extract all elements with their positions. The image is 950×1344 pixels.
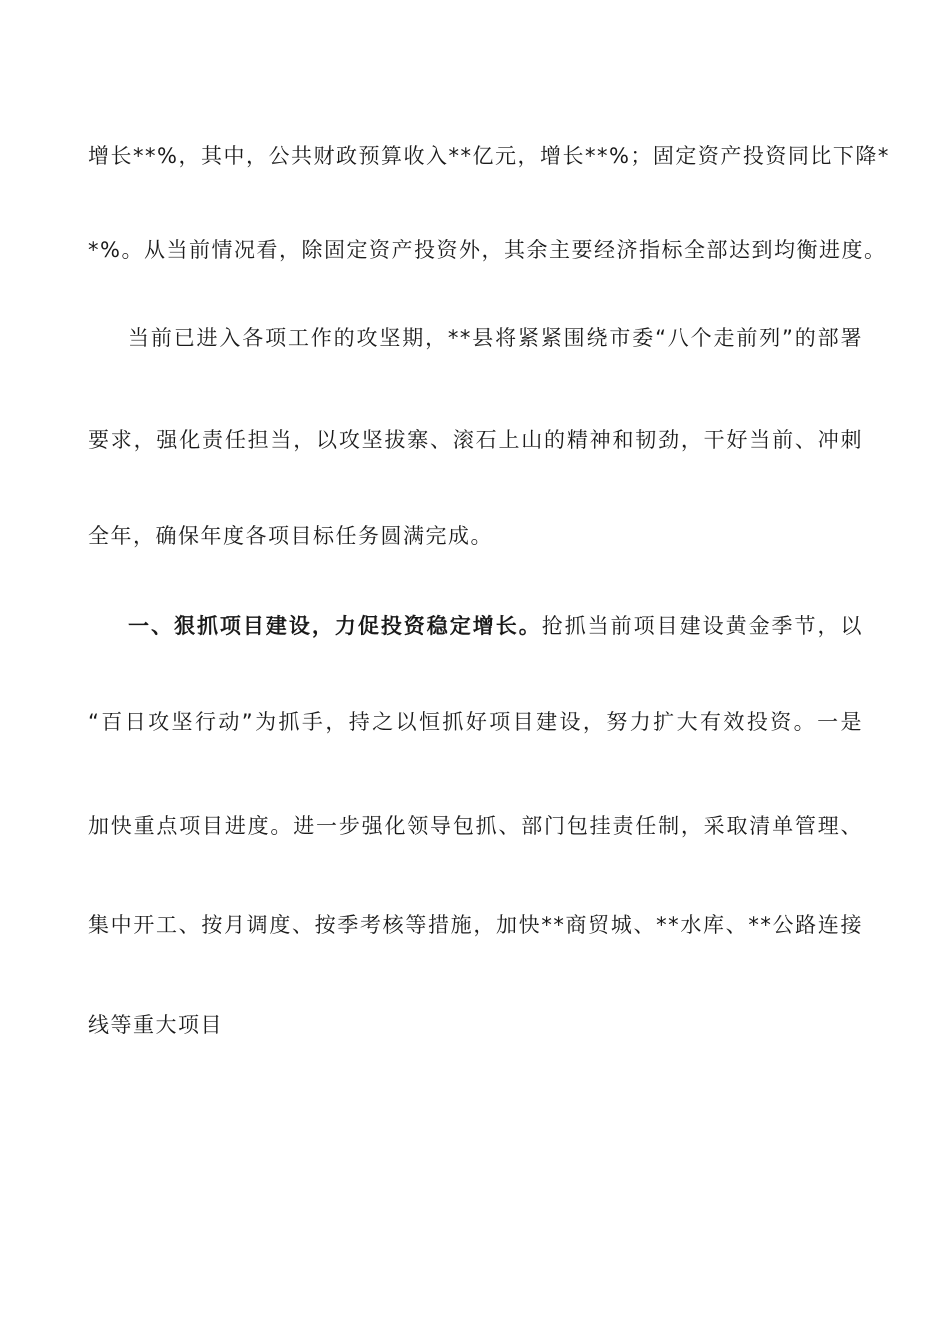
paragraph-line: “百日攻坚行动”为抓手，持之以恒抓好项目建设，努力扩大有效投资。一是 (88, 710, 863, 734)
paragraph-line: 集中开工、按月调度、按季考核等措施，加快**商贸城、**水库、**公路连接 (88, 913, 863, 937)
section-heading-continuation: 抢抓当前项目建设黄金季节，以 (541, 614, 864, 638)
section-heading: 一、狠抓项目建设，力促投资稳定增长。 (128, 614, 542, 638)
paragraph-line: 当前已进入各项工作的攻坚期，**县将紧紧围绕市委“八个走前列”的部署 (128, 326, 863, 350)
paragraph-line: 增长**%，其中，公共财政预算收入**亿元，增长**%；固定资产投资同比下降* (88, 144, 890, 168)
paragraph-line: 线等重大项目 (88, 1013, 223, 1037)
paragraph-line: 要求，强化责任担当，以攻坚拔寨、滚石上山的精神和韧劲，干好当前、冲刺 (88, 428, 863, 452)
section-paragraph-line (128, 611, 863, 641)
paragraph-line: *%。从当前情况看，除固定资产投资外，其余主要经济指标全部达到均衡进度。 (88, 238, 887, 262)
paragraph-line: 全年，确保年度各项目标任务圆满完成。 (88, 524, 493, 548)
paragraph-line: 加快重点项目进度。进一步强化领导包抓、部门包挂责任制，采取清单管理、 (88, 814, 863, 838)
